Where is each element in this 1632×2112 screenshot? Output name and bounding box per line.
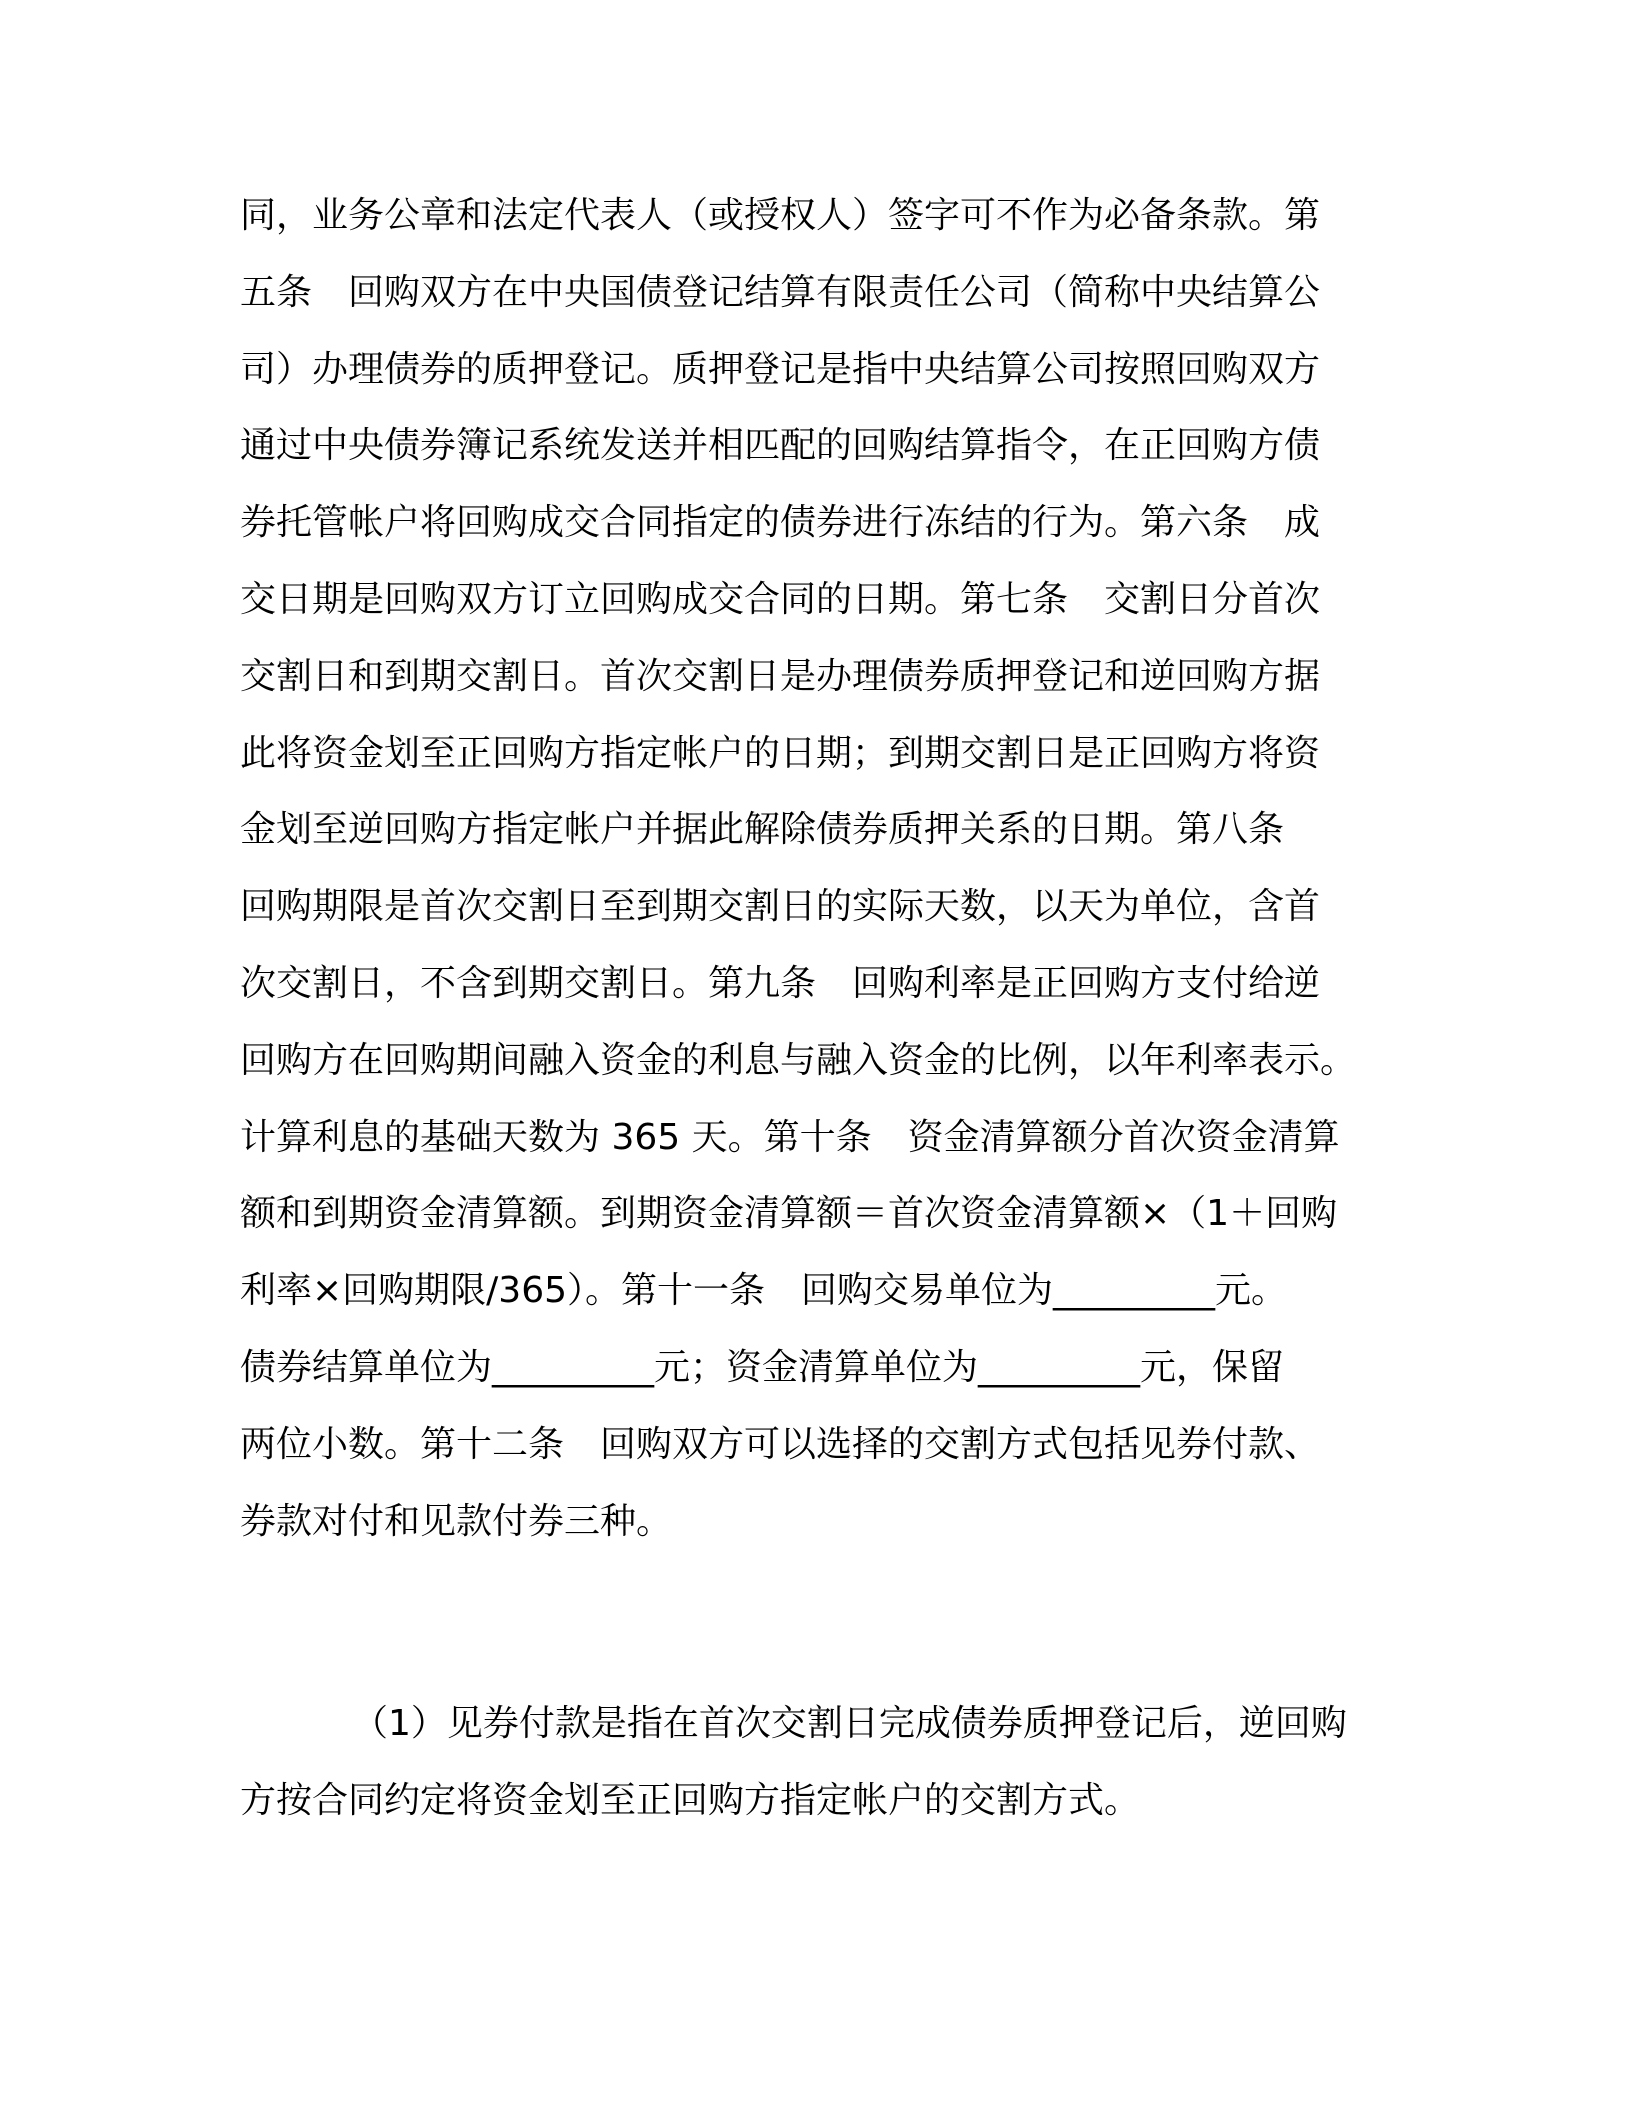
text-line: 两位小数。第十二条 回购双方可以选择的交割方式包括见券付款、 <box>240 1424 1321 1465</box>
text-line: 次交割日，不含到期交割日。第九条 回购利率是正回购方支付给逆 <box>240 963 1321 1004</box>
text-line: 回购方在回购期间融入资金的利息与融入资金的比例，以年利率表示。 <box>240 1040 1357 1081</box>
text-line: 此将资金划至正回购方指定帐户的日期；到期交割日是正回购方将资 <box>240 733 1321 774</box>
text-line: 方按合同约定将资金划至正回购方指定帐户的交割方式。 <box>240 1780 1141 1821</box>
text-line: 五条 回购双方在中央国债登记结算有限责任公司（简称中央结算公 <box>240 272 1321 313</box>
text-line: （1）见券付款是指在首次交割日完成债券质押登记后，逆回购 <box>352 1703 1347 1744</box>
text-line: 同，业务公章和法定代表人（或授权人）签字可不作为必备条款。第 <box>240 195 1321 236</box>
text-line: 通过中央债券簿记系统发送并相匹配的回购结算指令，在正回购方债 <box>240 425 1321 466</box>
text-line: 利率×回购期限/365）。第十一条 回购交易单位为_________元。 <box>240 1270 1288 1311</box>
text-line: 券托管帐户将回购成交合同指定的债券进行冻结的行为。第六条 成 <box>240 502 1321 543</box>
text-line: 计算利息的基础天数为 365 天。第十条 资金清算额分首次资金清算 <box>240 1117 1340 1158</box>
text-line: 债券结算单位为_________元；资金清算单位为_________元，保留 <box>240 1347 1285 1388</box>
text-line: 券款对付和见款付券三种。 <box>240 1501 673 1542</box>
text-line: 司）办理债券的质押登记。质押登记是指中央结算公司按照回购双方 <box>240 349 1321 390</box>
text-line: 交日期是回购双方订立回购成交合同的日期。第七条 交割日分首次 <box>240 579 1321 620</box>
text-line: 交割日和到期交割日。首次交割日是办理债券质押登记和逆回购方据 <box>240 656 1321 697</box>
text-line: 回购期限是首次交割日至到期交割日的实际天数，以天为单位，含首 <box>240 886 1321 927</box>
text-line: 额和到期资金清算额。到期资金清算额＝首次资金清算额×（1＋回购 <box>240 1193 1338 1234</box>
text-line: 金划至逆回购方指定帐户并据此解除债券质押关系的日期。第八条 <box>240 809 1285 850</box>
